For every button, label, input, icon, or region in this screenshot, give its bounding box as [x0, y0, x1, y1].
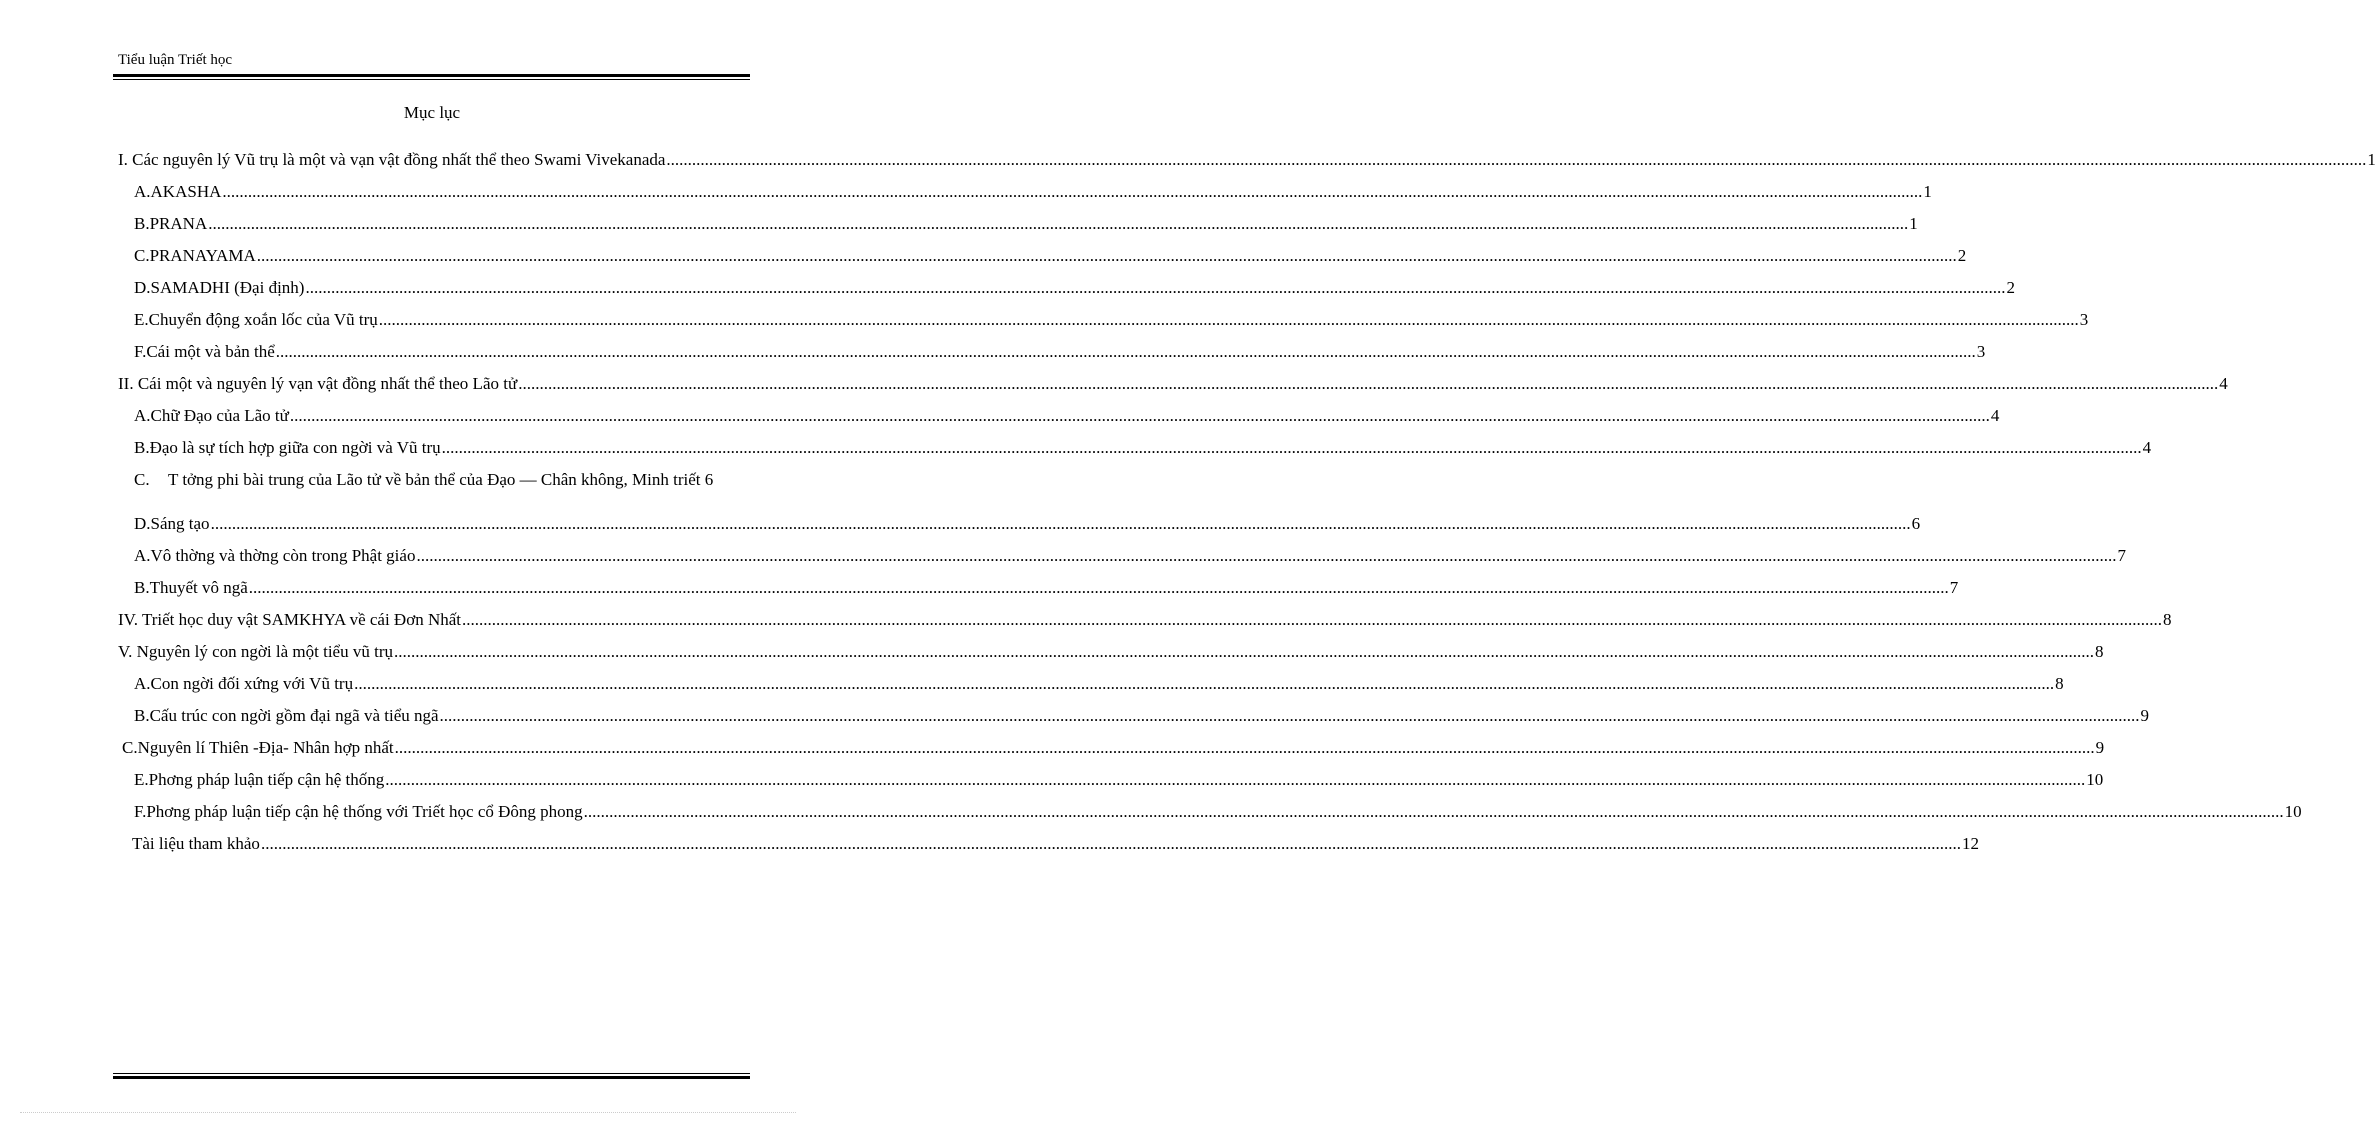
toc-entry-page: 9 — [2095, 738, 2105, 757]
toc-entry[interactable] — [118, 738, 2105, 762]
toc-entry-leader: ................................................................................................................................................................................................................................................................................................................................................................................................................ — [518, 374, 2219, 393]
toc-entry-page: 4 — [2219, 374, 2228, 393]
footer-rule-thick — [113, 1076, 750, 1079]
toc-entry-leader: ................................................................................................................................................................................................................................................................................................................................................................................................................ — [256, 246, 1957, 265]
toc-entry-page: 6 — [1911, 514, 1921, 533]
toc-entry[interactable] — [118, 438, 2152, 462]
toc-entry-leader: ................................................................................................................................................................................................................................................................................................................................................................................................................ — [394, 738, 2095, 757]
toc-entry-page: 2 — [1957, 246, 1967, 265]
toc-entry-leader: ................................................................................................................................................................................................................................................................................................................................................................................................................ — [222, 182, 1923, 201]
toc-entry-page: 4 — [1990, 406, 2000, 425]
toc-entry-leader: ................................................................................................................................................................................................................................................................................................................................................................................................................ — [289, 406, 1990, 425]
toc-entry-label: D. — [134, 514, 151, 533]
toc-entry-leader: ................................................................................................................................................................................................................................................................................................................................................................................................................ — [210, 514, 1911, 533]
toc-entry-text: Nguyên lí Thiên -Địa- Nhân hợp nhất — [137, 738, 394, 757]
toc-entry[interactable] — [118, 182, 1932, 206]
toc-entry-label: A. — [134, 546, 151, 565]
toc-entry[interactable] — [118, 514, 1921, 538]
toc-entry-text: Vô thờng và thờng còn trong Phật giáo — [150, 546, 416, 565]
toc-entry-label: C. — [122, 738, 138, 757]
toc-entry-text: T tởng phi bài trung của Lão tử về bản thể của Đạo — Chân không, Minh triết 6 — [168, 470, 714, 489]
toc-entry-text: PRANAYAMA — [149, 246, 256, 265]
toc-entry-text: AKASHA — [150, 182, 222, 201]
toc-entry[interactable] — [118, 214, 1918, 238]
toc-entry[interactable] — [118, 374, 2228, 398]
toc-entry-leader: ................................................................................................................................................................................................................................................................................................................................................................................................................ — [416, 546, 2117, 565]
toc-entry[interactable] — [118, 246, 1967, 270]
toc-entry-page: 3 — [2079, 310, 2089, 329]
toc-entry-leader: ................................................................................................................................................................................................................................................................................................................................................................................................................ — [248, 578, 1949, 597]
toc-entry-leader: ................................................................................................................................................................................................................................................................................................................................................................................................................ — [393, 642, 2094, 661]
toc-entry-leader: ................................................................................................................................................................................................................................................................................................................................................................................................................ — [441, 438, 2142, 457]
toc-entry-label: A. — [134, 406, 151, 425]
toc-entry-page: 8 — [2163, 610, 2172, 629]
toc-entry[interactable] — [118, 770, 2104, 794]
toc-entry-label: C. — [134, 470, 150, 489]
toc-entry-label: B. — [134, 214, 150, 233]
toc-entry-leader: ................................................................................................................................................................................................................................................................................................................................................................................................................ — [305, 278, 2006, 297]
toc-entry-text: I. Các nguyên lý Vũ trụ là một và vạn vật đồng nhất thể theo Swami Vivekanada — [118, 150, 666, 169]
toc-entry-text: Thuyết vô ngã — [149, 578, 248, 597]
toc-entry-text: Chữ Đạo của Lão tử — [150, 406, 289, 425]
toc-entry-leader: ................................................................................................................................................................................................................................................................................................................................................................................................................ — [275, 342, 1976, 361]
header-rule-thick — [113, 74, 750, 77]
toc-entry-text: Cái một và bản thể — [146, 342, 275, 361]
toc-entry-page: 1 — [1909, 214, 1918, 233]
toc-entry-label: C. — [134, 246, 150, 265]
toc-entry-label: B. — [134, 438, 150, 457]
toc-entry-label: F. — [134, 342, 147, 361]
header-rule-thin — [113, 79, 750, 80]
toc-entry-page: 8 — [2094, 642, 2104, 661]
toc-entry-label: A. — [134, 182, 151, 201]
toc-entry[interactable] — [118, 610, 2172, 634]
toc-entry[interactable] — [118, 310, 2089, 334]
toc-entry-text: Phơng pháp luận tiếp cận hệ thống — [148, 770, 385, 789]
toc-entry-leader: ................................................................................................................................................................................................................................................................................................................................................................................................................ — [439, 706, 2140, 725]
toc-entry-text: Chuyển động xoắn lốc của Vũ trụ — [148, 310, 378, 329]
toc-entry-text: Phơng pháp luận tiếp cận hệ thống với Triết học cổ Đông phong — [146, 802, 583, 821]
toc-entry-text: II. Cái một và nguyên lý vạn vật đồng nhất thể theo Lão tử — [118, 374, 518, 393]
toc-entry-page: 10 — [2284, 802, 2302, 821]
toc-entry-leader: ................................................................................................................................................................................................................................................................................................................................................................................................................ — [260, 834, 1961, 853]
toc-entry-leader: ................................................................................................................................................................................................................................................................................................................................................................................................................ — [208, 214, 1909, 233]
toc-entry-leader: ................................................................................................................................................................................................................................................................................................................................................................................................................ — [462, 610, 2162, 629]
toc-entry[interactable] — [118, 342, 1986, 366]
toc-entry-leader: ................................................................................................................................................................................................................................................................................................................................................................................................................ — [354, 674, 2055, 693]
toc-entry-page: 2 — [2006, 278, 2015, 297]
toc-entry-text: Cấu trúc con ngời gồm đại ngã và tiểu ngã — [149, 706, 439, 725]
toc-entry-leader: ................................................................................................................................................................................................................................................................................................................................................................................................................ — [583, 802, 2284, 821]
toc-entry-page: 8 — [2055, 674, 2064, 693]
toc-entry-text: Con ngời đối xứng với Vũ trụ — [150, 674, 354, 693]
toc-entry-page: 10 — [2086, 770, 2104, 789]
toc-entry-page: 1 — [2367, 150, 2376, 169]
toc-entry-text: Sáng tạo — [150, 514, 210, 533]
footer-rule-thin — [113, 1073, 750, 1074]
toc-entry[interactable] — [118, 278, 2015, 302]
toc-entry-page: 7 — [1949, 578, 1959, 597]
toc-entry-label: A. — [134, 674, 151, 693]
toc-entry[interactable] — [118, 546, 2126, 570]
toc-entry-label: B. — [134, 578, 150, 597]
toc-entry-leader: ................................................................................................................................................................................................................................................................................................................................................................................................................ — [385, 770, 2086, 789]
toc-entry-leader: ................................................................................................................................................................................................................................................................................................................................................................................................................ — [378, 310, 2079, 329]
toc-entry-page: 12 — [1961, 834, 1979, 853]
toc-entry[interactable] — [118, 578, 1959, 602]
page-header: Tiểu luận Triết học — [118, 52, 233, 68]
toc-entry-label: E. — [134, 770, 149, 789]
toc-entry[interactable] — [118, 834, 1979, 858]
toc-entry-label: E. — [134, 310, 149, 329]
toc-entry-text: SAMADHI (Đại định) — [150, 278, 305, 297]
toc-entry-text: Đạo là sự tích hợp giữa con ngời và Vũ trụ — [149, 438, 441, 457]
toc-entry[interactable] — [118, 470, 750, 514]
toc-entry[interactable] — [118, 406, 2000, 430]
toc-entry-label: D. — [134, 278, 151, 297]
toc-entry-text: Tài liệu tham khảo — [132, 834, 260, 853]
toc-entry-page: 4 — [2142, 438, 2152, 457]
toc-entry-text: PRANA — [149, 214, 208, 233]
toc-entry-text: V. Nguyên lý con ngời là một tiểu vũ trụ — [118, 642, 393, 661]
toc-title: Mục lục — [403, 103, 461, 122]
toc-entry-page: 9 — [2140, 706, 2150, 725]
toc-entry[interactable] — [118, 674, 2064, 698]
toc-entry-label: B. — [134, 706, 150, 725]
toc-entry-page: 1 — [1923, 182, 1932, 201]
toc-entry-label: F. — [134, 802, 147, 821]
page-bottom-border — [20, 1112, 796, 1113]
toc-entry-leader: ................................................................................................................................................................................................................................................................................................................................................................................................................ — [666, 150, 2367, 169]
toc-entry[interactable] — [118, 706, 2150, 730]
toc-entry-text: IV. Triết học duy vật SAMKHYA về cái Đơn Nhất — [118, 610, 461, 629]
toc-entry-page: 7 — [2117, 546, 2126, 565]
toc-entry[interactable] — [118, 150, 2376, 174]
toc-entry-page: 3 — [1976, 342, 1986, 361]
toc-entry[interactable] — [118, 642, 2104, 666]
toc-entry[interactable] — [118, 802, 2302, 826]
